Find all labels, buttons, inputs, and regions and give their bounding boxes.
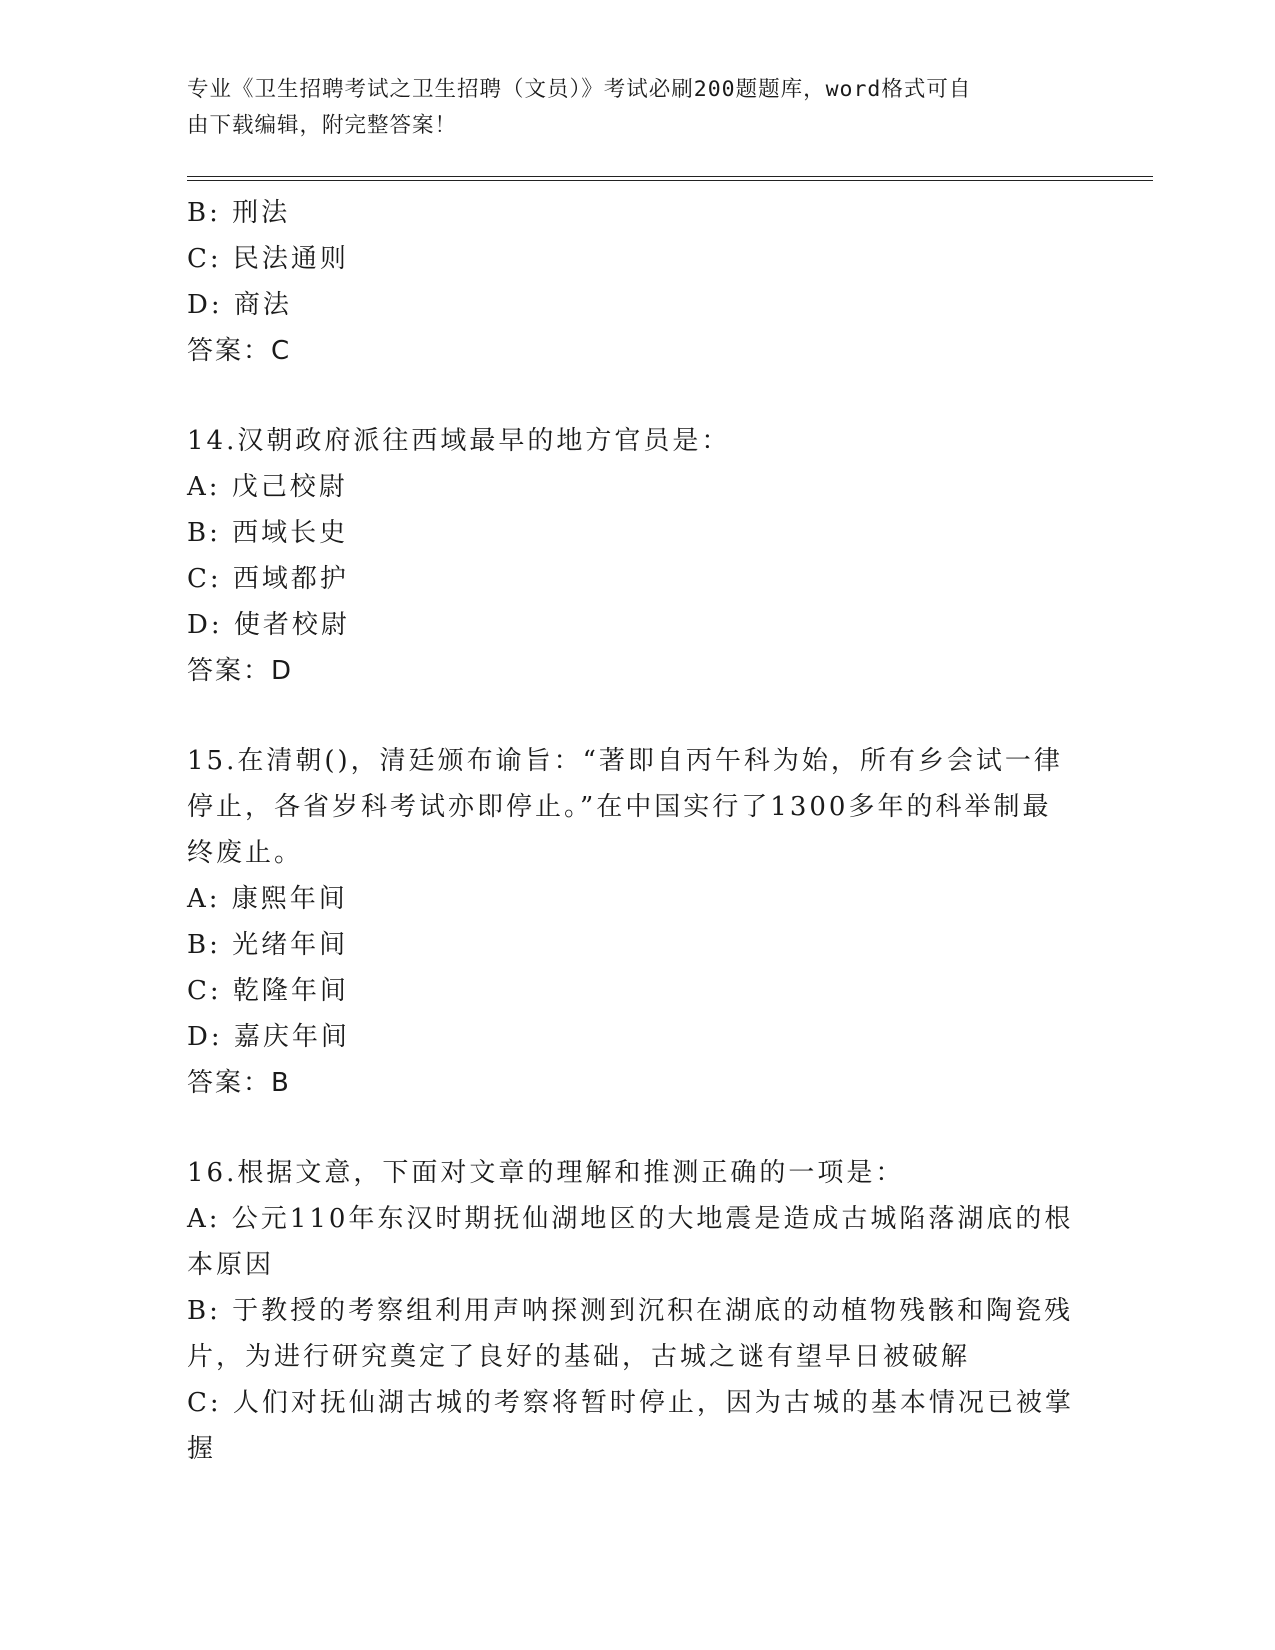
spacer bbox=[187, 374, 1077, 418]
option-d: D: 商法 bbox=[187, 290, 292, 320]
question-14 bbox=[187, 418, 1077, 694]
option-a-line-1: A: 公元110年东汉时期抚仙湖地区的大地震是造成古城陷落湖底的根 bbox=[187, 1204, 1074, 1234]
question-15 bbox=[187, 738, 1077, 1106]
question-stem-line-1: 15.在清朝()，清廷颁布谕旨：“著即自丙午科为始，所有乡会试一律 bbox=[187, 746, 1063, 776]
option-b: B: 刑法 bbox=[187, 198, 291, 228]
option-b: B: 光绪年间 bbox=[187, 930, 349, 960]
option-d: D: 使者校尉 bbox=[187, 610, 350, 640]
header-line-2: 由下载编辑，附完整答案！ bbox=[187, 113, 458, 138]
question-stem: 14.汉朝政府派往西域最早的地方官员是： bbox=[187, 426, 731, 456]
option-a: A: 戊己校尉 bbox=[187, 472, 348, 502]
question-stem-line-3: 终废止。 bbox=[187, 838, 304, 868]
answer-line: 答案：D bbox=[187, 656, 294, 686]
document-header bbox=[187, 72, 1067, 144]
question-16 bbox=[187, 1150, 1077, 1472]
option-b-line-1: B: 于教授的考察组利用声呐探测到沉积在湖底的动植物残骸和陶瓷残 bbox=[187, 1296, 1074, 1326]
option-a-line-2: 本原因 bbox=[187, 1250, 275, 1280]
option-c: C: 乾隆年间 bbox=[187, 976, 349, 1006]
question-stem-line-2: 停止，各省岁科考试亦即停止。”在中国实行了1300多年的科举制最 bbox=[187, 792, 1052, 822]
question-13 bbox=[187, 190, 1077, 374]
option-d: D: 嘉庆年间 bbox=[187, 1022, 350, 1052]
header-line-1: 专业《卫生招聘考试之卫生招聘（文员）》考试必刷200题题库，word格式可自 bbox=[187, 77, 972, 102]
document-body bbox=[187, 190, 1077, 1472]
spacer bbox=[187, 694, 1077, 738]
option-c: C: 民法通则 bbox=[187, 244, 349, 274]
option-b-line-2: 片，为进行研究奠定了良好的基础，古城之谜有望早日被破解 bbox=[187, 1342, 971, 1372]
option-c-line-1: C: 人们对抚仙湖古城的考察将暂时停止，因为古城的基本情况已被掌 bbox=[187, 1388, 1074, 1418]
option-c-line-2: 握 bbox=[187, 1434, 217, 1464]
option-a: A: 康熙年间 bbox=[187, 884, 348, 914]
option-c: C: 西域都护 bbox=[187, 564, 349, 594]
answer-line: 答案：C bbox=[187, 336, 292, 366]
option-b: B: 西域长史 bbox=[187, 518, 349, 548]
spacer bbox=[187, 1106, 1077, 1150]
answer-line: 答案：B bbox=[187, 1068, 291, 1098]
header-divider bbox=[187, 176, 1153, 181]
question-stem: 16.根据文意，下面对文章的理解和推测正确的一项是： bbox=[187, 1158, 905, 1188]
